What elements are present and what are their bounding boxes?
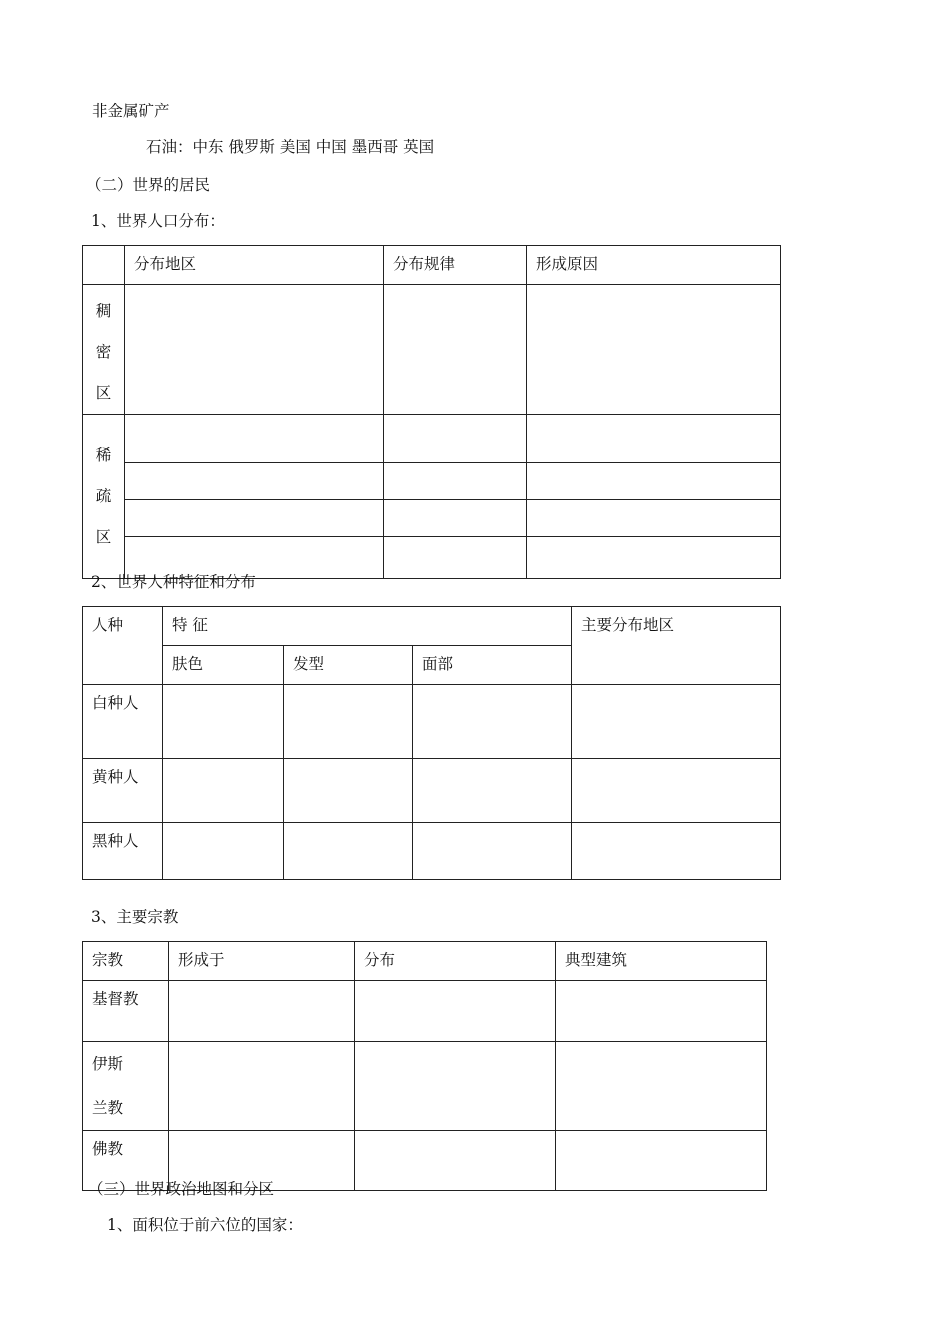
header-cell: 面部: [413, 646, 572, 685]
table-row: [83, 823, 781, 880]
header-cell: 主要分布地区: [572, 607, 781, 685]
blank-cell[interactable]: [556, 1131, 767, 1191]
header-cell: 分布: [355, 942, 556, 981]
oil-line: 石油：中东 俄罗斯 美国 中国 墨西哥 英国: [146, 138, 435, 156]
population-table: [82, 245, 781, 579]
largest-countries-line: 1、面积位于前六位的国家：: [107, 1216, 303, 1234]
nonmetal-minerals-line: 非金属矿产: [92, 102, 170, 120]
row-label: 黑种人: [83, 823, 163, 880]
table-row: [83, 607, 781, 646]
blank-cell[interactable]: [572, 759, 781, 823]
header-cell: 分布规律: [384, 246, 527, 285]
blank-cell[interactable]: [384, 537, 527, 579]
blank-cell[interactable]: [384, 285, 527, 415]
religion-table: [82, 941, 767, 1191]
blank-cell[interactable]: [527, 285, 781, 415]
blank-cell[interactable]: [125, 415, 384, 463]
section-political-map-heading: （三）世界政治地图和分区: [88, 1180, 275, 1198]
blank-cell[interactable]: [163, 823, 284, 880]
header-cell: 肤色: [163, 646, 284, 685]
blank-cell[interactable]: [125, 500, 384, 537]
blank-cell[interactable]: [527, 537, 781, 579]
blank-cell[interactable]: [527, 500, 781, 537]
row-label: 白种人: [83, 685, 163, 759]
table-row: [83, 285, 781, 415]
sparse-region-label: 稀 疏 区: [83, 415, 125, 579]
header-cell: 形成于: [169, 942, 355, 981]
row-label: 基督教: [83, 981, 169, 1042]
header-cell: 分布地区: [125, 246, 384, 285]
blank-cell[interactable]: [527, 415, 781, 463]
table-row: [83, 1042, 767, 1131]
blank-cell[interactable]: [169, 981, 355, 1042]
blank-cell[interactable]: [284, 823, 413, 880]
row-label: 伊斯兰教: [83, 1042, 169, 1131]
dense-region-label: 稠 密 区: [83, 285, 125, 415]
blank-cell[interactable]: [413, 685, 572, 759]
blank-cell[interactable]: [384, 463, 527, 500]
blank-cell[interactable]: [527, 463, 781, 500]
blank-cell[interactable]: [413, 823, 572, 880]
table-row: [83, 463, 781, 500]
header-cell: [83, 246, 125, 285]
blank-cell[interactable]: [163, 759, 284, 823]
table-row: [83, 981, 767, 1042]
blank-cell[interactable]: [125, 463, 384, 500]
blank-cell[interactable]: [355, 1131, 556, 1191]
section-residents-heading: （二）世界的居民: [86, 176, 211, 194]
header-cell: 形成原因: [527, 246, 781, 285]
blank-cell[interactable]: [355, 981, 556, 1042]
table-row: [83, 942, 767, 981]
population-distribution-heading: 1、世界人口分布：: [91, 212, 225, 230]
race-table: [82, 606, 781, 880]
blank-cell[interactable]: [572, 823, 781, 880]
blank-cell[interactable]: [125, 285, 384, 415]
header-cell: 人种: [83, 607, 163, 685]
header-cell: 特 征: [163, 607, 572, 646]
header-cell: 发型: [284, 646, 413, 685]
blank-cell[interactable]: [384, 500, 527, 537]
blank-cell[interactable]: [556, 981, 767, 1042]
religion-heading: 3、主要宗教: [91, 908, 179, 926]
race-heading: 2、世界人种特征和分布: [91, 573, 256, 591]
blank-cell[interactable]: [572, 685, 781, 759]
blank-cell[interactable]: [169, 1042, 355, 1131]
table-row: [83, 415, 781, 463]
blank-cell[interactable]: [163, 685, 284, 759]
table-row: [83, 246, 781, 285]
row-label: 佛教: [83, 1131, 169, 1191]
header-cell: 典型建筑: [556, 942, 767, 981]
blank-cell[interactable]: [284, 685, 413, 759]
row-label: 黄种人: [83, 759, 163, 823]
blank-cell[interactable]: [355, 1042, 556, 1131]
blank-cell[interactable]: [384, 415, 527, 463]
blank-cell[interactable]: [284, 759, 413, 823]
blank-cell[interactable]: [556, 1042, 767, 1131]
blank-cell[interactable]: [413, 759, 572, 823]
header-cell: 宗教: [83, 942, 169, 981]
table-row: [83, 500, 781, 537]
table-row: [83, 759, 781, 823]
table-row: [83, 685, 781, 759]
